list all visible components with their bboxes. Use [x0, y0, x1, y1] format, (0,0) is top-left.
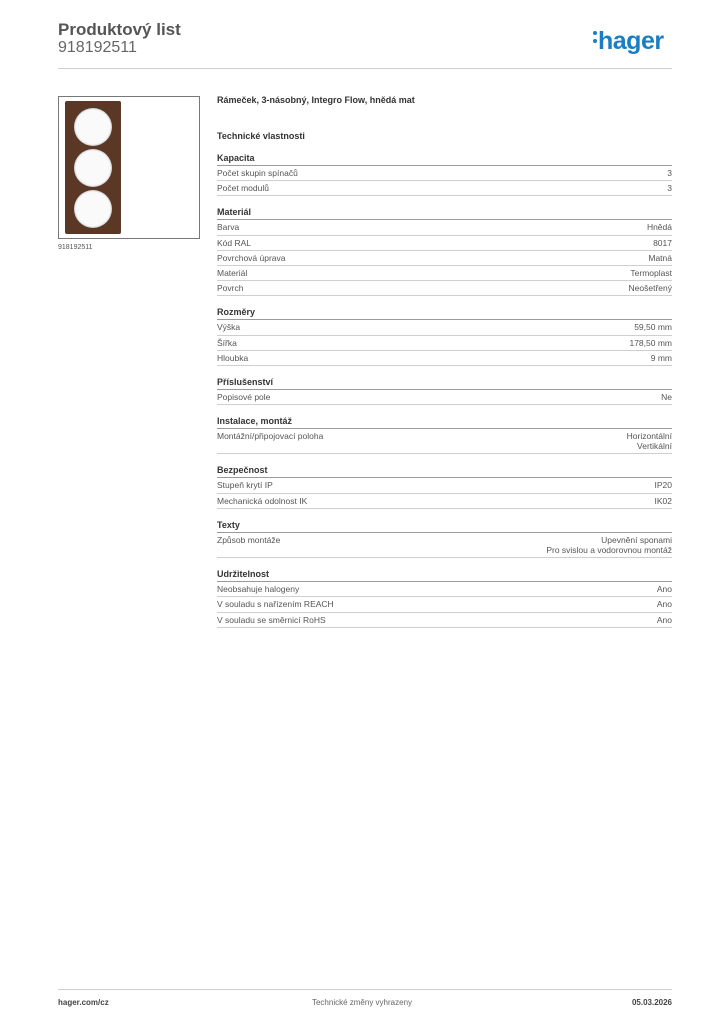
spec-label: Hloubka — [217, 352, 249, 363]
spec-value-line: Ano — [656, 584, 672, 595]
spec-row — [217, 582, 672, 597]
spec-value-line: 3 — [667, 168, 672, 178]
spec-row — [217, 220, 672, 235]
section-title: Rozměry — [217, 307, 672, 320]
frame-opening — [74, 190, 112, 228]
footer-website: hager.com/cz — [58, 998, 109, 1007]
spec-value — [661, 392, 672, 402]
spec-value-line: Horizontální — [626, 431, 672, 442]
spec-value-line: 3 — [667, 183, 672, 194]
spec-row — [217, 251, 672, 266]
spec-value-line: 8017 — [653, 237, 672, 248]
spec-row — [217, 266, 672, 281]
section-title: Materiál — [217, 207, 672, 220]
footer-disclaimer: Technické změny vyhrazeny — [311, 998, 413, 1007]
footer-date: 05.03.2026 — [631, 998, 672, 1007]
product-image — [58, 96, 200, 239]
spec-value — [630, 268, 672, 278]
spec-value-line: Ano — [656, 599, 672, 610]
spec-label: Montážní/připojovací poloha — [217, 431, 324, 442]
spec-section — [217, 207, 672, 296]
logo-text: hager — [598, 27, 664, 55]
spec-sections — [217, 153, 672, 628]
spec-label: Povrch — [217, 283, 244, 294]
spec-row — [217, 533, 672, 558]
spec-section — [217, 569, 672, 628]
spec-value-line: Neošetřený — [628, 283, 672, 294]
spec-value-line: Upevnění sponami — [601, 534, 672, 545]
spec-content — [217, 95, 672, 639]
spec-value-line: IK02 — [654, 495, 672, 506]
frame-opening — [74, 108, 112, 146]
technical-properties-heading: Technické vlastnosti — [217, 131, 305, 141]
spec-label: Způsob montáže — [217, 534, 281, 545]
spec-value-line: 9 mm — [650, 352, 672, 363]
spec-value-line: Hnědá — [646, 222, 672, 233]
spec-value-line: IP20 — [654, 480, 672, 491]
spec-label: Mechanická odolnost IK — [217, 495, 308, 506]
spec-row — [217, 320, 672, 335]
spec-row — [217, 336, 672, 351]
section-title: Kapacita — [217, 153, 672, 166]
spec-label: Neobsahuje halogeny — [217, 584, 300, 595]
product-title: Rámeček, 3-násobný, Integro Flow, hnědá mat — [217, 95, 415, 105]
spec-value — [648, 253, 672, 263]
spec-section — [217, 153, 672, 196]
spec-value-line: Ne — [661, 391, 672, 402]
section-title: Instalace, montáž — [217, 416, 672, 429]
logo-colon-mark — [593, 28, 598, 47]
spec-row — [217, 236, 672, 251]
page-title: Produktový list — [58, 20, 181, 39]
spec-value — [655, 496, 673, 506]
frame-opening — [74, 149, 112, 187]
spec-value — [667, 183, 672, 193]
hager-logo — [593, 27, 664, 56]
spec-label: V souladu s nařízením REACH — [217, 599, 334, 610]
spec-label: V souladu se směrnicí RoHS — [217, 614, 326, 625]
spec-value-line: Vertikální — [637, 441, 672, 452]
spec-row — [217, 597, 672, 612]
spec-value — [657, 615, 672, 625]
spec-value — [667, 168, 672, 178]
spec-label: Šířka — [217, 337, 237, 348]
spec-value — [647, 222, 672, 232]
spec-value — [629, 338, 672, 348]
spec-row — [217, 166, 672, 181]
spec-value — [657, 599, 672, 609]
spec-value-line: 59,50 mm — [634, 322, 672, 333]
spec-value — [657, 584, 672, 594]
spec-row — [217, 613, 672, 628]
spec-label: Výška — [217, 322, 241, 333]
spec-value-line: Ano — [656, 614, 672, 625]
spec-row — [217, 281, 672, 296]
spec-section — [217, 377, 672, 405]
spec-value-line: Termoplast — [630, 267, 672, 278]
spec-section — [217, 520, 672, 558]
spec-row — [217, 390, 672, 405]
spec-section — [217, 416, 672, 454]
spec-label: Barva — [217, 222, 240, 233]
spec-label: Stupeň krytí IP — [217, 480, 273, 491]
section-title: Příslušenství — [217, 377, 672, 390]
spec-value — [653, 238, 672, 248]
spec-section — [217, 465, 672, 508]
spec-row — [217, 494, 672, 509]
spec-row — [217, 181, 672, 196]
spec-row — [217, 478, 672, 493]
section-title: Bezpečnost — [217, 465, 672, 478]
spec-label: Popisové pole — [217, 391, 271, 402]
spec-value — [634, 322, 672, 332]
section-title: Udržitelnost — [217, 569, 672, 582]
spec-label: Počet skupin spínačů — [217, 168, 298, 178]
spec-row — [217, 351, 672, 366]
spec-row — [217, 429, 672, 454]
spec-label: Počet modulů — [217, 183, 269, 194]
spec-value-line: Matná — [648, 252, 672, 263]
header-divider — [58, 68, 672, 69]
spec-value — [629, 283, 672, 293]
product-number: 918192511 — [58, 39, 137, 56]
image-caption: 918192511 — [58, 244, 93, 251]
spec-value-line: 178,50 mm — [629, 337, 672, 348]
spec-label: Povrchová úprava — [217, 252, 286, 263]
spec-label: Materiál — [217, 267, 248, 278]
frame-illustration — [65, 101, 121, 234]
spec-value-line: Pro svislou a vodorovnou montáž — [546, 545, 672, 555]
spec-value — [651, 353, 672, 363]
spec-value — [546, 535, 672, 555]
footer-divider — [58, 989, 672, 990]
section-title: Texty — [217, 520, 672, 533]
spec-value — [655, 480, 673, 490]
spec-section — [217, 307, 672, 366]
spec-label: Kód RAL — [217, 237, 252, 248]
spec-value — [627, 431, 672, 451]
